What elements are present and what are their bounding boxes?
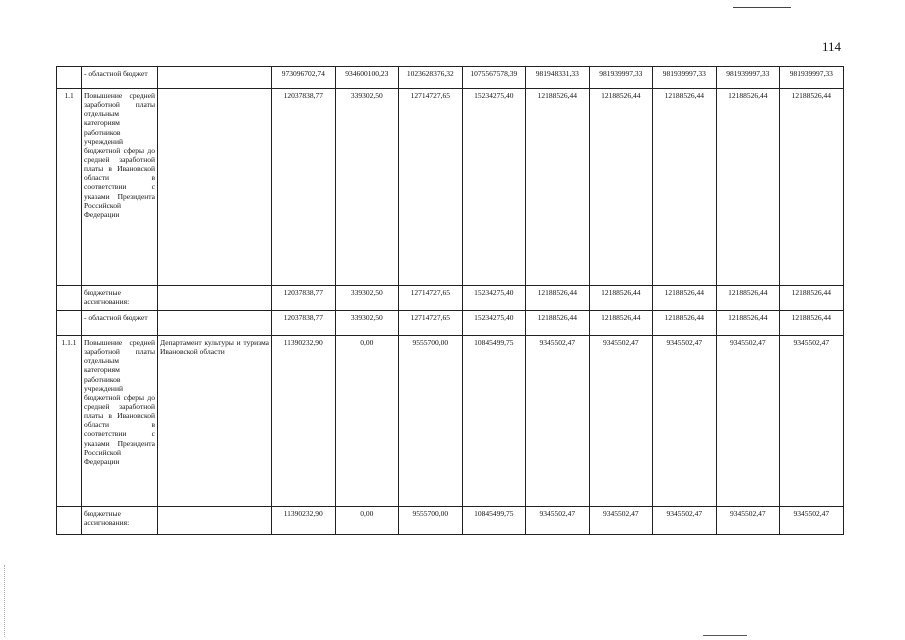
row-name-cell: - областной бюджет <box>82 67 158 89</box>
value-cell: 11390232,90 <box>272 336 336 507</box>
page-number: 114 <box>822 39 842 54</box>
row-number-cell <box>57 286 82 311</box>
value-cell: 981939997,33 <box>589 67 653 89</box>
value-cell: 1075567578,39 <box>462 67 526 89</box>
value-cell: 0,00 <box>335 336 399 507</box>
value-cell: 339302,50 <box>335 311 399 336</box>
value-cell: 9345502,47 <box>653 336 717 507</box>
value-cell: 12037838,77 <box>272 311 336 336</box>
value-cell: 9345502,47 <box>526 507 590 535</box>
value-cell: 9345502,47 <box>716 507 780 535</box>
value-cell: 9345502,47 <box>780 336 844 507</box>
value-cell: 0,00 <box>335 507 399 535</box>
table-row <box>57 67 844 89</box>
value-cell: 12188526,44 <box>653 311 717 336</box>
value-cell: 15234275,40 <box>462 286 526 311</box>
row-number-cell <box>57 507 82 535</box>
row-name-cell: бюджетные ассигнования: <box>82 507 158 535</box>
value-cell: 339302,50 <box>335 286 399 311</box>
value-cell: 9555700,00 <box>399 507 463 535</box>
value-cell: 12188526,44 <box>589 311 653 336</box>
budget-table <box>56 66 844 535</box>
header-rule <box>733 7 791 8</box>
value-cell: 12188526,44 <box>589 286 653 311</box>
row-executor-cell: Департамент культуры и туризма Ивановской области <box>158 336 272 507</box>
value-cell: 981939997,33 <box>780 67 844 89</box>
table-row <box>57 89 844 286</box>
row-executor-cell <box>158 311 272 336</box>
margin-dots <box>4 565 6 637</box>
value-cell: 12188526,44 <box>653 89 717 286</box>
value-cell: 1023628376,32 <box>399 67 463 89</box>
row-executor-cell <box>158 507 272 535</box>
value-cell: 10845499,75 <box>462 507 526 535</box>
value-cell: 12188526,44 <box>780 286 844 311</box>
row-executor-cell <box>158 286 272 311</box>
value-cell: 15234275,40 <box>462 311 526 336</box>
value-cell: 15234275,40 <box>462 89 526 286</box>
table-row <box>57 507 844 535</box>
value-cell: 10845499,75 <box>462 336 526 507</box>
value-cell: 9345502,47 <box>526 336 590 507</box>
table-row <box>57 336 844 507</box>
row-executor-cell <box>158 67 272 89</box>
value-cell: 12188526,44 <box>716 89 780 286</box>
value-cell: 9345502,47 <box>653 507 717 535</box>
table-row <box>57 311 844 336</box>
row-executor-cell <box>158 89 272 286</box>
row-name-cell: бюджетные ассигнования: <box>82 286 158 311</box>
row-name-cell: Повышение средней заработной платы отдельным категориям работников учреждений бюджетной сферы до средней заработной платы в Ивановской области в соответствии с указами Президента Российской Федерации <box>82 336 158 507</box>
value-cell: 12188526,44 <box>653 286 717 311</box>
value-cell: 12714727,65 <box>399 89 463 286</box>
value-cell: 9345502,47 <box>780 507 844 535</box>
value-cell: 12037838,77 <box>272 89 336 286</box>
value-cell: 934600100,23 <box>335 67 399 89</box>
value-cell: 12037838,77 <box>272 286 336 311</box>
value-cell: 981939997,33 <box>716 67 780 89</box>
value-cell: 12188526,44 <box>589 89 653 286</box>
row-number-cell: 1.1.1 <box>57 336 82 507</box>
value-cell: 973096702,74 <box>272 67 336 89</box>
row-name-cell: - областной бюджет <box>82 311 158 336</box>
value-cell: 12188526,44 <box>780 89 844 286</box>
value-cell: 9345502,47 <box>589 507 653 535</box>
value-cell: 12188526,44 <box>526 311 590 336</box>
footer-rule <box>703 635 747 636</box>
value-cell: 12188526,44 <box>716 286 780 311</box>
row-number-cell <box>57 311 82 336</box>
table-row <box>57 286 844 311</box>
value-cell: 9345502,47 <box>589 336 653 507</box>
row-number-cell: 1.1 <box>57 89 82 286</box>
value-cell: 12188526,44 <box>716 311 780 336</box>
value-cell: 12188526,44 <box>526 286 590 311</box>
value-cell: 981939997,33 <box>653 67 717 89</box>
row-name-cell: Повышение средней заработной платы отдельным категориям работников учреждений бюджетной сферы до средней заработной платы в Ивановской области в соответствии с указами Президента Российской Федерации <box>82 89 158 286</box>
value-cell: 12714727,65 <box>399 286 463 311</box>
value-cell: 12188526,44 <box>780 311 844 336</box>
value-cell: 9555700,00 <box>399 336 463 507</box>
value-cell: 339302,50 <box>335 89 399 286</box>
value-cell: 12714727,65 <box>399 311 463 336</box>
value-cell: 9345502,47 <box>716 336 780 507</box>
value-cell: 981948331,33 <box>526 67 590 89</box>
row-number-cell <box>57 67 82 89</box>
value-cell: 11390232,90 <box>272 507 336 535</box>
value-cell: 12188526,44 <box>526 89 590 286</box>
